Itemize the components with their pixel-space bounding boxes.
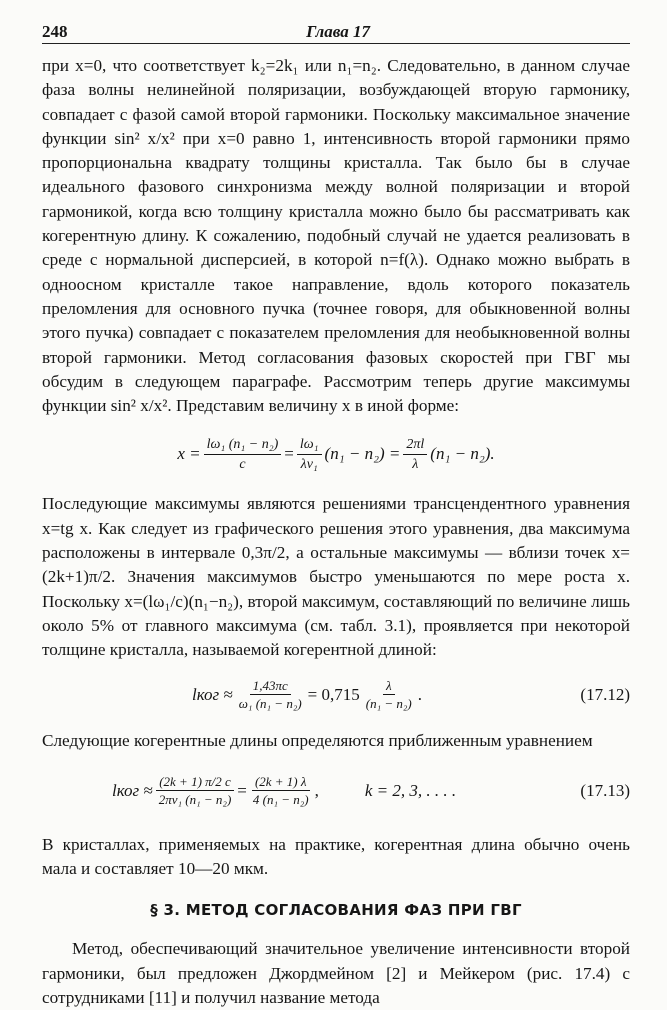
- eq-x-lhs: x =: [177, 444, 201, 464]
- eq1713-k-values: k = 2, 3, . . . .: [364, 780, 457, 800]
- eq1713-frac1: [156, 774, 235, 807]
- section-heading: § 3. МЕТОД СОГЛАСОВАНИЯ ФАЗ ПРИ ГВГ: [150, 901, 522, 920]
- page-number: 248: [42, 22, 68, 41]
- eq-x-mid: (n₁ − n₂) =: [324, 444, 401, 464]
- eq-x-tail: (n₁ − n₂).: [430, 444, 495, 464]
- eq-x-frac1-num: lω₁ (n₁ − n₂): [204, 436, 282, 455]
- eq1712-mid: = 0,715: [307, 684, 360, 704]
- eq-x-frac3-den: λ: [412, 456, 419, 472]
- eq1713-frac2-num: (2k + 1) λ: [252, 774, 310, 791]
- eq-x-frac3: [403, 436, 427, 473]
- eq1713-frac2-den: 4 (n₁ − n₂): [252, 792, 309, 808]
- paragraph-5: Метод, обеспечивающий значительное увеличение интенсивности второй гармоники, был предложен Джордмейном [2] и Мейкером (рис. 17.4) с сотрудниками [11] и получил название метода: [42, 939, 630, 1008]
- book-page: [42, 18, 630, 1010]
- equation-number-17-13: (17.13): [580, 780, 630, 800]
- eq-x-frac2: [297, 436, 322, 473]
- eq1713-frac2: [250, 774, 312, 807]
- equation-17-12: [42, 669, 630, 721]
- eq1712-frac1-num: 1,43πc: [250, 678, 291, 695]
- eq1713-lhs: lког ≈: [112, 780, 153, 800]
- running-header: [42, 18, 630, 44]
- eq-x-frac1: [204, 436, 282, 473]
- paragraph-4: В кристаллах, применяемых на практике, когерентная длина обычно очень мала и составляет 10—20 мкм.: [42, 834, 630, 879]
- equation-number-17-12: (17.12): [580, 684, 630, 704]
- paragraph-2: Последующие максимумы являются решениями трансцендентного уравнения x=tg x. Как следует из графического решения этого уравнения, два максимума расположены в интервале 0,3π/2, а остальные максимумы — вблизи точек x=(2k+1)π/2. Значения максимумов быстро уменьшаются по мере роста x. Поскольку x=(lω₁/c)(n₁−n₂), второй максимум, составляющий по величине лишь около 5% от главного максимума (см. табл. 3.1), проявляется при некоторой толщине кристалла, называемой когерентной длиной:: [42, 494, 630, 660]
- eq1712-tail: .: [417, 684, 422, 704]
- eq1712-frac1-den: ω₁ (n₁ − n₂): [238, 696, 302, 712]
- eq1712-frac1: [236, 678, 305, 711]
- eq-x-frac3-num: 2πl: [403, 436, 427, 455]
- eq1712-frac2-den: (n₁ − n₂): [365, 696, 412, 712]
- eq-x-equals: =: [284, 444, 294, 464]
- eq1712-lhs: lког ≈: [192, 684, 233, 704]
- eq1713-equals: =: [237, 780, 247, 800]
- eq-x-frac1-den: c: [239, 456, 246, 472]
- eq1712-frac2-num: λ: [383, 678, 395, 695]
- equation-17-13: [42, 759, 630, 823]
- paragraph-1: при x=0, что соответствует k₂=2k₁ или n₁=n₂. Следовательно, в данном случае фаза волны нелинейной поляризации, возбуждающей вторую гармонику, совпадает с фазой самой второй гармоники. Поскольку максимальное значение функции sin² x/x² при x=0 равно 1, интенсивность второй гармоники прямо пропорциональна квадрату толщины кристалла. Так было бы в случае идеального фазового синхронизма между волной поляризации и второй гармоникой, когда всю толщину кристалла можно было бы рассматривать как когерентную длину. К сожалению, подобный случай не удается реализовать в среде с нормальной дисперсией, в которой n=f(λ). Однако можно выбрать в одноосном кристалле такое направление, вдоль которого показатель преломления для основного пучка (точнее говоря, для обыкновенной волны этого пучка) совпадает с показателем преломления для необыкновенной волны второй гармоники. Метод согласования фазовых скоростей при ГВГ мы обсудим в следующем параграфе. Рассмотрим теперь другие максимумы функции sin² x/x². Представим величину x в иной форме:: [42, 56, 630, 416]
- eq-x-frac2-den: λν₁: [300, 456, 318, 472]
- chapter-title: Глава 17: [306, 22, 370, 41]
- equation-x: [42, 428, 630, 480]
- eq1713-tail: ,: [314, 780, 319, 800]
- eq1713-frac1-den: 2πν₁ (n₁ − n₂): [158, 792, 232, 808]
- eq1712-frac2: [363, 678, 415, 711]
- eq1713-frac1-num: (2k + 1) π/2 c: [156, 774, 234, 791]
- eq-x-frac2-num: lω₁: [297, 436, 322, 455]
- paragraph-3: Следующие когерентные длины определяются приближенным уравнением: [42, 730, 593, 750]
